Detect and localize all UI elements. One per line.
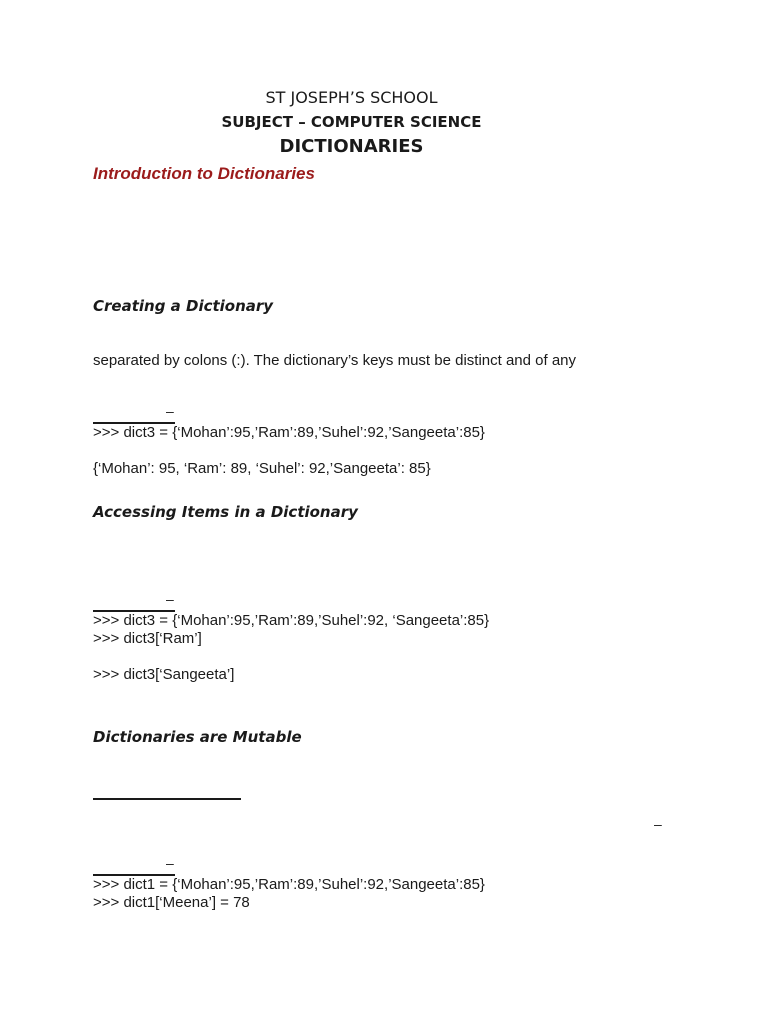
accessing-heading: Accessing Items in a Dictionary [93, 503, 358, 521]
creating-code-line: >>> dict3 = {‘Mohan’:95,’Ram’:89,’Suhel’:92,’Sangeeta’:85} [93, 424, 485, 441]
dash-mark: – [166, 403, 174, 419]
dash-mark: – [654, 816, 662, 832]
creating-text: separated by colons (:). The dictionary’s keys must be distinct and of any [93, 352, 577, 369]
accessing-code-line: >>> dict3[‘Ram’] [93, 630, 202, 647]
underline-rule [93, 798, 241, 800]
intro-heading: Introduction to Dictionaries [93, 164, 315, 183]
mutable-code-line: >>> dict1[‘Meena’] = 78 [93, 894, 250, 911]
page-title: DICTIONARIES [279, 136, 424, 157]
accessing-code-line: >>> dict3 = {‘Mohan’:95,’Ram’:89,’Suhel’:92, ‘Sangeeta’:85} [93, 612, 490, 629]
accessing-code-line: >>> dict3[‘Sangeeta’] [93, 666, 235, 683]
creating-heading: Creating a Dictionary [93, 297, 274, 315]
school-name: ST JOSEPH’S SCHOOL [265, 88, 438, 107]
mutable-code-line: >>> dict1 = {‘Mohan’:95,’Ram’:89,’Suhel’:92,’Sangeeta’:85} [93, 876, 485, 893]
mutable-heading: Dictionaries are Mutable [93, 728, 302, 746]
dash-mark: – [166, 855, 174, 871]
subject-title: SUBJECT – COMPUTER SCIENCE [221, 113, 482, 131]
creating-output-line: {‘Mohan’: 95, ‘Ram’: 89, ‘Suhel’: 92,’Sangeeta’: 85} [93, 460, 431, 477]
dash-mark: – [166, 591, 174, 607]
